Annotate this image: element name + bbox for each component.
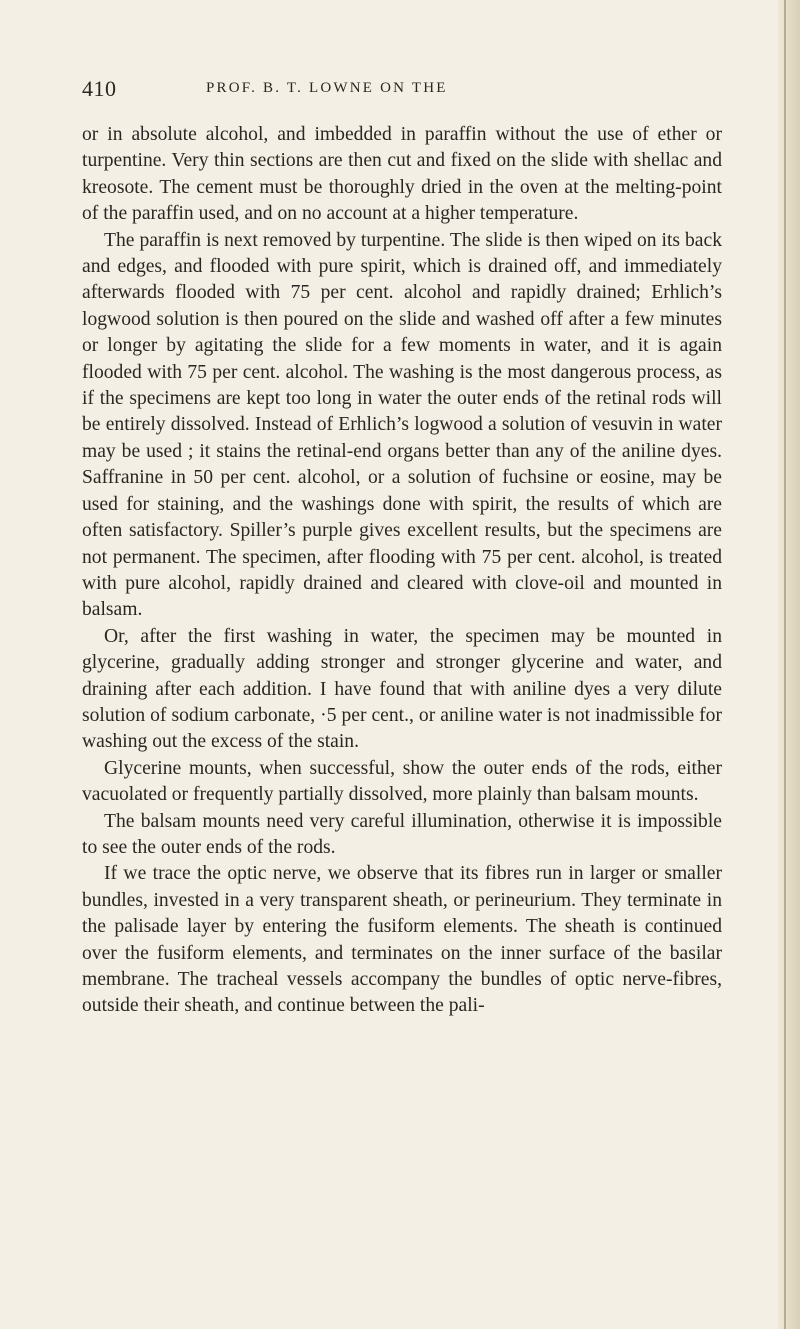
page-header — [82, 76, 722, 106]
paragraph-5: The balsam mounts need very careful illumination, otherwise it is impossible to see the outer ends of the rods. — [82, 810, 722, 858]
paragraph-6: If we trace the optic nerve, we observe that its fibres run in larger or smaller bundles, invested in a very transparent sheath, or perineurium. They terminate in the palisade layer by entering the fusiform elements. The sheath is continued over the fusiform elements, and terminates on the inner surface of the basilar membrane. The tracheal vessels accompany the bundles of optic nerve-fibres, outside their sheath, and continue between the pali- — [82, 863, 722, 1017]
paragraph-1: or in absolute alcohol, and imbedded in paraffin without the use of ether or turpentine. Very thin sections are then cut and fixed on the slide with shellac and kreosote. The cement must be thoroughly dried in the oven at the melting-point of the paraffin used, and on no account at a higher temperature. — [82, 124, 722, 225]
page-number: 410 — [82, 76, 117, 101]
page-edge-line — [784, 0, 786, 1329]
paragraph-2: The paraffin is next removed by turpentine. The slide is then wiped on its back and edges, and flooded with pure spirit, which is drained off, and immediately afterwards flooded with 75 per cent. alcohol and rapidly drained; Erhlich’s logwood solution is then poured on the slide and washed off after a few minutes or longer by agitating the slide for a few moments in water, and it is again flooded with 75 per cent. alcohol. The washing is the most dangerous process, as if the specimens are kept too long in water the outer ends of the retinal rods will be entirely dissolved. Instead of Erhlich’s logwood a solution of vesuvin in water may be used ; it stains the retinal-end organs better than any of the aniline dyes. Saffranine in 50 per cent. alcohol, or a solution of fuchsine or eosine, may be used for staining, and the washings done with spirit, the results of which are often satisfactory. Spiller’s purple gives excellent results, but the specimens are not permanent. The specimen, after flooding with 75 per cent. alcohol, is treated with pure alcohol, rapidly drained and cleared with clove-oil and mounted in balsam. — [82, 229, 722, 621]
body-text — [82, 122, 722, 1020]
page-edge-shadow — [778, 0, 800, 1329]
paragraph-3: Or, after the first washing in water, the specimen may be mounted in glycerine, gradually adding stronger and stronger glycerine and water, and draining after each addition. I have found that with aniline dyes a very dilute solution of sodium carbonate, ·5 per cent., or aniline water is not inadmissible for washing out the excess of the stain. — [82, 625, 722, 753]
running-head: PROF. B. T. LOWNE ON THE — [206, 80, 448, 96]
paragraph-4: Glycerine mounts, when successful, show the outer ends of the rods, either vacuolated or frequently partially dissolved, more plainly than balsam mounts. — [82, 757, 722, 806]
